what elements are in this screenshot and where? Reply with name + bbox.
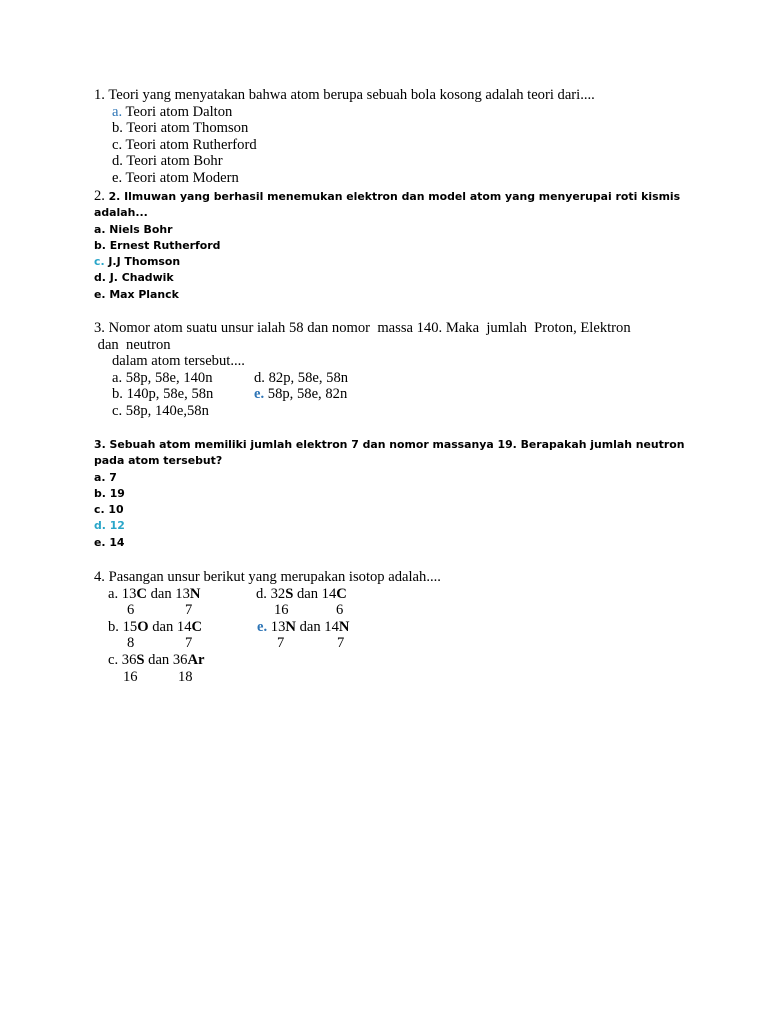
q4-c-mid: dan 36 xyxy=(144,651,188,668)
q4-row-3 xyxy=(94,652,668,669)
q4-c-prefix: c. 36 xyxy=(108,651,137,668)
q1-option-d xyxy=(94,153,668,170)
q2-option-e-letter: e. xyxy=(94,287,106,301)
q4-d-number-2: 6 xyxy=(336,602,344,619)
question-3b-line2: pada atom tersebut? xyxy=(94,454,223,468)
q4-b-mid: dan 14 xyxy=(148,618,192,635)
q2-option-e xyxy=(94,287,668,303)
q1-option-c xyxy=(94,137,668,154)
q2-option-a-text: Niels Bohr xyxy=(105,222,173,236)
q4-b-prefix: b. 15 xyxy=(108,618,138,635)
q3-option-d: d. 82p, 58e, 58n xyxy=(254,369,349,386)
q4-e-number-2: 7 xyxy=(337,635,345,652)
q4-b-element-2: C xyxy=(191,618,203,635)
q3-option-b: b. 140p, 58e, 58n xyxy=(112,386,214,403)
q2-option-d-letter: d. xyxy=(94,271,106,285)
q1-option-c-letter: c. xyxy=(112,136,123,153)
q4-a-prefix: a. 13 xyxy=(108,585,137,602)
q4-a-number-2: 7 xyxy=(185,602,193,619)
q3b-option-b: b. 19 xyxy=(94,486,125,500)
q4-row-1 xyxy=(94,586,668,603)
q2-option-d xyxy=(94,270,668,286)
q1-option-a xyxy=(94,104,668,121)
q3-option-e-text: 58p, 58e, 82n xyxy=(264,386,348,403)
q4-a-mid: dan 13 xyxy=(146,585,190,602)
q4-b-number-1: 8 xyxy=(127,635,135,652)
q4-row-2 xyxy=(94,619,668,636)
q2-option-c-text: J.J Thomson xyxy=(104,255,181,269)
question-3 xyxy=(94,320,668,420)
question-1-text: 1. Teori yang menyatakan bahwa atom berupa sebuah bola kosong adalah teori dari.... xyxy=(94,87,595,103)
q3b-option-d: d. 12 xyxy=(94,519,125,533)
question-3-line3: dalam atom tersebut.... xyxy=(112,353,245,370)
q4-option-d xyxy=(256,586,347,603)
q2-option-c xyxy=(94,254,668,270)
q1-option-e-text: Teori atom Modern xyxy=(122,169,239,186)
q2-option-e-text: Max Planck xyxy=(105,287,179,301)
q4-option-c xyxy=(108,652,205,669)
q2-option-b-text: Ernest Rutherford xyxy=(105,238,221,252)
q1-option-b-text: Teori atom Thomson xyxy=(122,120,249,137)
q4-e-element-2: N xyxy=(338,618,350,635)
q1-option-b xyxy=(94,120,668,137)
q4-d-element-2: C xyxy=(336,585,347,602)
question-2-line1 xyxy=(94,188,681,205)
q3b-option-a: a. 7 xyxy=(94,470,117,484)
q4-c-number-1: 16 xyxy=(123,668,138,685)
q1-option-e-letter: e. xyxy=(112,169,123,186)
q4-row-2-numbers xyxy=(94,635,668,652)
q3-row-2 xyxy=(94,386,668,403)
q4-c-number-2: 18 xyxy=(178,668,193,685)
q1-option-d-letter: d. xyxy=(112,153,123,170)
q4-d-mid: dan 14 xyxy=(293,585,337,602)
q4-option-a xyxy=(108,586,200,603)
q4-e-mid: dan 14 xyxy=(295,618,339,635)
q4-e-letter: e. xyxy=(257,618,268,635)
q4-d-prefix: d. 32 xyxy=(256,585,286,602)
q4-option-b xyxy=(108,619,202,636)
question-2-line2: adalah... xyxy=(94,206,148,220)
question-1 xyxy=(94,87,668,187)
q4-a-element-2: N xyxy=(189,585,201,602)
q1-option-b-letter: b. xyxy=(112,120,123,137)
q4-c-element-1: S xyxy=(136,651,145,668)
q3-row-3 xyxy=(94,403,668,420)
q4-e-number-1: 7 xyxy=(277,635,285,652)
q2-option-d-text: J. Chadwik xyxy=(105,271,174,285)
q1-option-a-text: Teori atom Dalton xyxy=(122,103,233,120)
question-2-number: 2. xyxy=(94,188,109,204)
q4-d-element-1: S xyxy=(285,585,294,602)
q4-b-number-2: 7 xyxy=(185,635,193,652)
q1-option-a-letter: a. xyxy=(112,103,123,120)
q4-option-e xyxy=(257,619,349,636)
q4-a-number-1: 6 xyxy=(127,602,135,619)
q4-e-prefix: 13 xyxy=(267,618,286,635)
q1-option-d-text: Teori atom Bohr xyxy=(122,153,223,170)
q2-option-a-letter: a. xyxy=(94,222,106,236)
q2-option-b-letter: b. xyxy=(94,238,106,252)
q3-option-a: a. 58p, 58e, 140n xyxy=(112,369,213,386)
q3-option-e xyxy=(254,386,347,403)
q3-option-c: c. 58p, 140e,58n xyxy=(112,402,209,419)
q4-e-element-1: N xyxy=(285,618,296,635)
q4-row-3-numbers xyxy=(94,669,668,686)
q4-a-element-1: C xyxy=(136,585,147,602)
q3b-option-e: e. 14 xyxy=(94,535,125,549)
q4-b-element-1: O xyxy=(137,618,149,635)
q3-option-e-letter: e. xyxy=(254,386,265,403)
question-2 xyxy=(94,188,681,303)
q4-row-1-numbers xyxy=(94,602,668,619)
q2-option-c-letter: c. xyxy=(94,255,105,269)
q4-d-number-1: 16 xyxy=(274,602,289,619)
question-2-text: 2. Ilmuwan yang berhasil menemukan elektron dan model atom yang menyerupai roti kismis xyxy=(108,190,681,203)
q3-row-1 xyxy=(94,370,668,387)
q2-option-a xyxy=(94,222,668,238)
q1-option-e xyxy=(94,170,668,187)
q2-option-b xyxy=(94,238,668,254)
question-4 xyxy=(94,569,668,685)
q3b-option-c: c. 10 xyxy=(94,503,124,517)
q4-c-element-2: Ar xyxy=(187,651,205,668)
question-3-line1: 3. Nomor atom suatu unsur ialah 58 dan nomor massa 140. Maka jumlah Proton, Elektron xyxy=(94,320,631,336)
question-4-text: 4. Pasangan unsur berikut yang merupakan isotop adalah.... xyxy=(94,569,441,585)
question-3-line2: dan neutron xyxy=(94,336,171,353)
question-3b-line1: 3. Sebuah atom memiliki jumlah elektron 7 dan nomor massanya 19. Berapakah jumlah neutron xyxy=(94,438,685,451)
question-3b xyxy=(94,437,685,551)
q1-option-c-text: Teori atom Rutherford xyxy=(122,136,257,153)
